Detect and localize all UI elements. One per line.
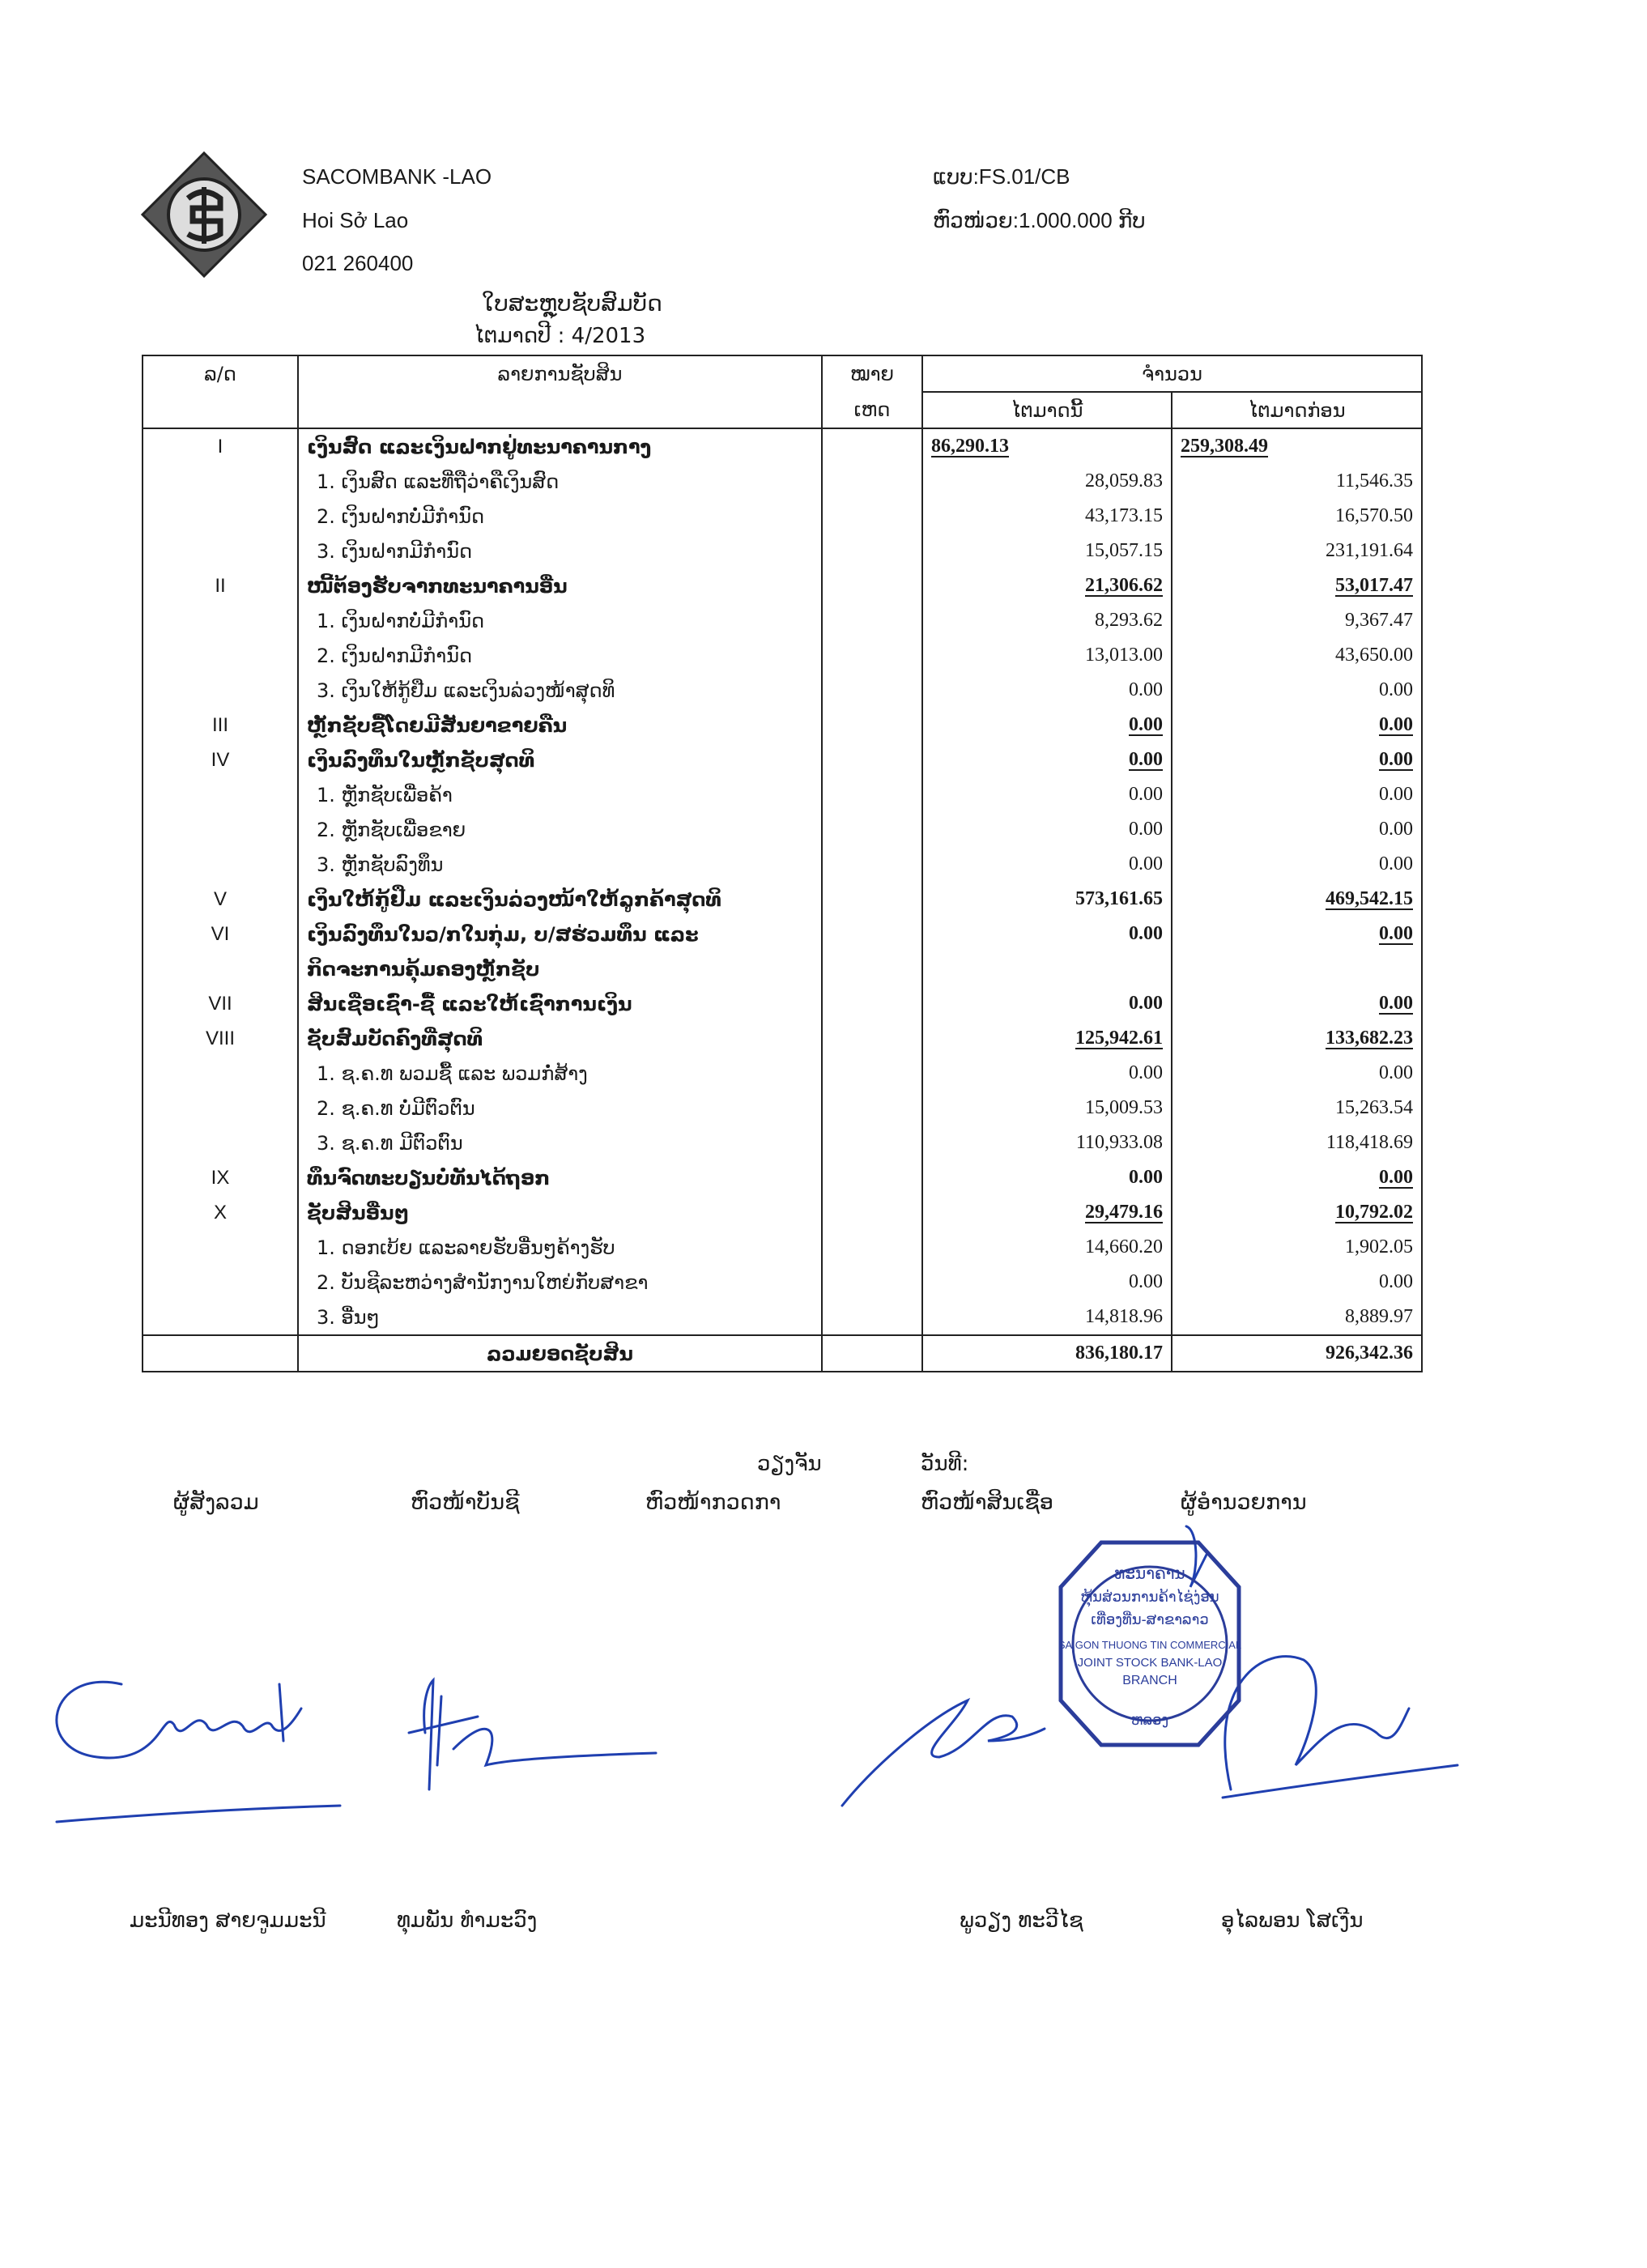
row-note (822, 847, 922, 882)
signature-compiler-line (57, 1806, 340, 1822)
table-row (143, 1265, 1422, 1300)
row-current-value: 86,290.13 (922, 428, 1172, 464)
row-current-value: 15,057.15 (922, 534, 1172, 568)
col-previous-header: ໄຕມາດກ່ອນ (1172, 392, 1422, 428)
row-note (822, 603, 922, 638)
row-current-value: 14,660.20 (922, 1230, 1172, 1265)
phone-number: 021 260400 (302, 251, 414, 275)
table-row (143, 1091, 1422, 1125)
row-number (143, 1265, 298, 1300)
table-row (143, 1021, 1422, 1056)
row-number: VI (143, 917, 298, 951)
table-row (143, 951, 1422, 986)
row-previous-value: 0.00 (1172, 743, 1422, 777)
row-number: X (143, 1195, 298, 1230)
row-note (822, 743, 922, 777)
row-note (822, 708, 922, 743)
row-current-value: 0.00 (922, 812, 1172, 847)
row-label: 1. ຊ.ຄ.ທ ພວມຊື້ ແລະ ພວມກໍ່ສ້າງ (298, 1056, 822, 1091)
row-note (822, 1021, 922, 1056)
row-number (143, 951, 298, 986)
row-note (822, 882, 922, 917)
row-note (822, 464, 922, 499)
unit-label: ຫົວໜ່ວຍ:1.000.000 ກີບ (933, 208, 1146, 232)
row-current-value: 0.00 (922, 777, 1172, 812)
row-note (822, 568, 922, 603)
stamp-line-4: SAIGON THUONG TIN COMMERCIAL (1058, 1639, 1242, 1651)
row-label: 2. ເງິນຝາກມີກຳນົດ (298, 638, 822, 673)
signatures-area (0, 1522, 1647, 1846)
row-previous-value: 0.00 (1172, 812, 1422, 847)
col-item-header: ລາຍການຊັບສິນ (298, 355, 822, 428)
row-label: 2. ບັນຊີລະຫວ່າງສຳນັກງານໃຫຍ່ກັບສາຂາ (298, 1265, 822, 1300)
row-number (143, 1091, 298, 1125)
sacombank-logo (139, 150, 269, 279)
row-current-value: 573,161.65 (922, 882, 1172, 917)
row-label: ຊັບສິນອື່ນໆ (298, 1195, 822, 1230)
row-previous-value: 469,542.15 (1172, 882, 1422, 917)
stamp-line-1: ທະນາຄານ (1114, 1565, 1185, 1583)
row-previous-value: 0.00 (1172, 708, 1422, 743)
total-previous-value: 926,342.36 (1172, 1335, 1422, 1372)
row-previous-value: 259,308.49 (1172, 428, 1422, 464)
table-row (143, 777, 1422, 812)
row-note (822, 1125, 922, 1160)
table-row (143, 673, 1422, 708)
row-previous-value: 43,650.00 (1172, 638, 1422, 673)
row-number (143, 464, 298, 499)
row-note (822, 534, 922, 568)
table-header-row-1 (143, 355, 1422, 392)
row-current-value: 0.00 (922, 917, 1172, 951)
date-label: ວັນທີ: (921, 1452, 969, 1476)
row-previous-value: 11,546.35 (1172, 464, 1422, 499)
row-note (822, 638, 922, 673)
row-note (822, 1160, 922, 1195)
table-row (143, 428, 1422, 464)
row-label: ເງິນລົງທຶນໃນວ/ກໃນກຸ່ມ, ບ/ສຮ່ວມທຶນ ແລະ (298, 917, 822, 951)
total-number-cell (143, 1335, 298, 1372)
form-code: ແບບ:FS.01/CB (933, 164, 1070, 189)
signature-compiler (57, 1682, 301, 1758)
row-current-value: 15,009.53 (922, 1091, 1172, 1125)
table-row (143, 1056, 1422, 1091)
col-note-header-2: ເຫດ (822, 392, 922, 428)
row-note (822, 917, 922, 951)
table-row (143, 464, 1422, 499)
row-label: ຫຼັກຊັບຊື້ໂດຍມີສັນຍາຂາຍຄືນ (298, 708, 822, 743)
stamp-line-5: JOINT STOCK BANK-LAO (1077, 1656, 1223, 1670)
row-previous-value: 0.00 (1172, 673, 1422, 708)
col-no-header: ລ/ດ (143, 355, 298, 428)
row-number: IX (143, 1160, 298, 1195)
table-row (143, 534, 1422, 568)
row-previous-value: 1,902.05 (1172, 1230, 1422, 1265)
row-number (143, 1230, 298, 1265)
role-head-credit: ຫົວໜ້າສິນເຊື່ອ (921, 1490, 1053, 1515)
row-number (143, 847, 298, 882)
row-current-value: 0.00 (922, 708, 1172, 743)
row-number (143, 534, 298, 568)
table-row (143, 1125, 1422, 1160)
row-number (143, 603, 298, 638)
signature-head-credit (842, 1700, 1045, 1806)
table-row (143, 743, 1422, 777)
row-label: 1. ດອກເບ້ຍ ແລະລາຍຮັບອື່ນໆຄ້າງຮັບ (298, 1230, 822, 1265)
table-row (143, 638, 1422, 673)
row-previous-value: 0.00 (1172, 847, 1422, 882)
row-previous-value: 8,889.97 (1172, 1300, 1422, 1335)
row-number (143, 777, 298, 812)
row-current-value: 0.00 (922, 1160, 1172, 1195)
row-label: 1. ເງິນສົດ ແລະທີ່ຖືວ່າຄືເງິນສົດ (298, 464, 822, 499)
row-label: 2. ຊ.ຄ.ທ ບໍ່ມີຕົວຕົນ (298, 1091, 822, 1125)
table-row (143, 499, 1422, 534)
row-previous-value: 0.00 (1172, 917, 1422, 951)
table-row (143, 917, 1422, 951)
branch-name: Hoi Sở Lao (302, 208, 409, 232)
row-previous-value: 10,792.02 (1172, 1195, 1422, 1230)
row-label: ຊັບສົມບັດຄົງທີ່ສຸດທິ (298, 1021, 822, 1056)
row-number: IV (143, 743, 298, 777)
row-current-value: 21,306.62 (922, 568, 1172, 603)
total-current-value: 836,180.17 (922, 1335, 1172, 1372)
row-number: VIII (143, 1021, 298, 1056)
row-current-value: 43,173.15 (922, 499, 1172, 534)
row-number: II (143, 568, 298, 603)
row-current-value: 0.00 (922, 986, 1172, 1021)
row-note (822, 951, 922, 986)
table-row (143, 1160, 1422, 1195)
row-current-value (922, 951, 1172, 986)
row-label: ເງິນລົງທຶນໃນຫຼັກຊັບສຸດທິ (298, 743, 822, 777)
row-current-value: 8,293.62 (922, 603, 1172, 638)
row-label: ສິນເຊື່ອເຊົ່າ-ຊື້ ແລະໃຫ້ເຊົ່າການເງິນ (298, 986, 822, 1021)
row-number: I (143, 428, 298, 464)
row-note (822, 1091, 922, 1125)
row-current-value: 0.00 (922, 743, 1172, 777)
row-label: 3. ເງິນຝາກມີກຳນົດ (298, 534, 822, 568)
row-note (822, 1195, 922, 1230)
row-label: 3. ຊ.ຄ.ທ ມີຕົວຕົນ (298, 1125, 822, 1160)
name-head-credit: ພູວຽງ ທະວີໄຊ (960, 1908, 1083, 1933)
table-row (143, 708, 1422, 743)
row-number (143, 673, 298, 708)
row-note (822, 1056, 922, 1091)
row-previous-value: 16,570.50 (1172, 499, 1422, 534)
table-row (143, 1195, 1422, 1230)
place-label: ວຽງຈັນ (757, 1452, 822, 1476)
row-number (143, 1125, 298, 1160)
total-label: ລວມຍອດຊັບສິນ (298, 1335, 822, 1372)
signature-director (1223, 1657, 1458, 1798)
signature-chief-accountant (409, 1680, 656, 1789)
row-previous-value: 0.00 (1172, 1160, 1422, 1195)
table-row (143, 812, 1422, 847)
row-current-value: 0.00 (922, 673, 1172, 708)
row-label: 2. ເງິນຝາກບໍ່ມີກຳນົດ (298, 499, 822, 534)
row-label: ເງິນສົດ ແລະເງິນຝາກຢູ່ທະນາຄານກາງ (298, 428, 822, 464)
table-row (143, 568, 1422, 603)
table-row (143, 1230, 1422, 1265)
row-current-value: 110,933.08 (922, 1125, 1172, 1160)
balance-sheet-table (142, 355, 1423, 1372)
row-current-value: 28,059.83 (922, 464, 1172, 499)
col-current-header: ໄຕມາດນີ້ (922, 392, 1172, 428)
row-current-value: 14,818.96 (922, 1300, 1172, 1335)
company-name: SACOMBANK -LAO (302, 164, 492, 189)
row-label: 1. ເງິນຝາກບໍ່ມີກຳນົດ (298, 603, 822, 638)
name-compiler: ມະນີທອງ ສາຍຈູມມະນີ (130, 1908, 326, 1933)
row-note (822, 673, 922, 708)
row-number (143, 638, 298, 673)
row-number (143, 812, 298, 847)
row-label: ເງິນໃຫ້ກູ້ຢືມ ແລະເງິນລ່ວງໜ້າໃຫ້ລູກຄ້າສຸດທິ (298, 882, 822, 917)
company-stamp (1058, 1542, 1241, 1745)
row-note (822, 499, 922, 534)
role-chief-accountant: ຫົວໜ້າບັນຊີ (411, 1490, 520, 1515)
row-label: ທຶນຈົດທະບຽນບໍ່ທັນໄດ້ຖອກ (298, 1160, 822, 1195)
row-number: VII (143, 986, 298, 1021)
name-director: ອຸໄລພອນ ໂສເງີນ (1221, 1908, 1364, 1933)
row-number (143, 1056, 298, 1091)
row-note (822, 428, 922, 464)
row-note (822, 812, 922, 847)
row-previous-value (1172, 951, 1422, 986)
table-row (143, 986, 1422, 1021)
row-previous-value: 0.00 (1172, 777, 1422, 812)
row-note (822, 777, 922, 812)
name-chief-accountant: ທຸມພັນ ທຳມະວົງ (397, 1908, 538, 1933)
row-current-value: 0.00 (922, 847, 1172, 882)
stamp-line-7: ຫລວງ (1130, 1712, 1169, 1728)
row-label: 3. ເງິນໃຫ້ກູ້ຢືມ ແລະເງິນລ່ວງໜ້າສຸດທິ (298, 673, 822, 708)
row-label: ກິດຈະການຄຸ້ມຄອງຫຼັກຊັບ (298, 951, 822, 986)
row-current-value: 0.00 (922, 1265, 1172, 1300)
col-note-header-1: ໝາຍ (822, 355, 922, 392)
row-current-value: 13,013.00 (922, 638, 1172, 673)
row-label: 1. ຫຼັກຊັບເພື່ອຄ້າ (298, 777, 822, 812)
row-previous-value: 231,191.64 (1172, 534, 1422, 568)
row-current-value: 125,942.61 (922, 1021, 1172, 1056)
row-previous-value: 9,367.47 (1172, 603, 1422, 638)
row-number (143, 1300, 298, 1335)
role-director: ຜູ້ອຳນວຍການ (1181, 1490, 1307, 1515)
row-number: V (143, 882, 298, 917)
document-title: ໃບສະຫຼຸບຊັບສົມບັດ (482, 290, 662, 317)
period-label: ໄຕມາດປີ : 4/2013 (474, 324, 646, 348)
row-previous-value: 0.00 (1172, 986, 1422, 1021)
row-number (143, 499, 298, 534)
row-note (822, 1230, 922, 1265)
stamp-line-3: ເທື່ອງທີ່ນ-ສາຂາລາວ (1091, 1611, 1209, 1628)
row-label: ໜີ້ຕ້ອງຮັບຈາກທະນາຄານອື່ນ (298, 568, 822, 603)
row-previous-value: 133,682.23 (1172, 1021, 1422, 1056)
row-previous-value: 118,418.69 (1172, 1125, 1422, 1160)
row-current-value: 0.00 (922, 1056, 1172, 1091)
table-row (143, 882, 1422, 917)
row-note (822, 1265, 922, 1300)
row-note (822, 986, 922, 1021)
table-row (143, 1300, 1422, 1335)
total-note-cell (822, 1335, 922, 1372)
table-row (143, 847, 1422, 882)
role-head-audit: ຫົວໜ້າກວດກາ (645, 1490, 781, 1515)
role-compiler: ຜູ້ສັງລວມ (173, 1490, 259, 1515)
row-previous-value: 0.00 (1172, 1056, 1422, 1091)
stamp-line-6: BRANCH (1122, 1674, 1177, 1687)
row-previous-value: 0.00 (1172, 1265, 1422, 1300)
row-note (822, 1300, 922, 1335)
row-label: 3. ຫຼັກຊັບລົງທຶນ (298, 847, 822, 882)
table-row (143, 603, 1422, 638)
row-label: 2. ຫຼັກຊັບເພື່ອຂາຍ (298, 812, 822, 847)
col-amount-header: ຈຳນວນ (922, 355, 1422, 392)
stamp-line-2: ຫຸ້ນສ່ວນການຄ້າໄຊ່ງ່ອນ (1080, 1589, 1219, 1605)
row-previous-value: 15,263.54 (1172, 1091, 1422, 1125)
row-number: III (143, 708, 298, 743)
row-label: 3. ອື່ນໆ (298, 1300, 822, 1335)
row-previous-value: 53,017.47 (1172, 568, 1422, 603)
total-row (143, 1335, 1422, 1372)
row-current-value: 29,479.16 (922, 1195, 1172, 1230)
